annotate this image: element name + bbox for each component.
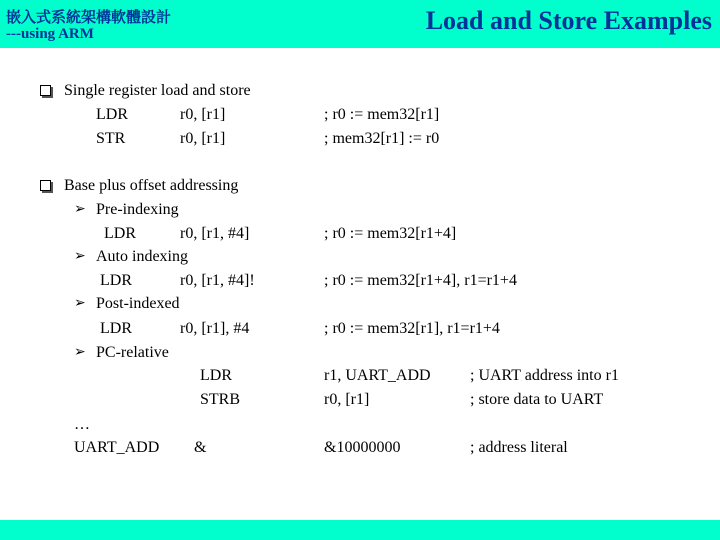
footer-bar [0,520,720,540]
code-args: r0, [r1] [324,391,370,408]
arrow-bullet-icon: ➢ [74,296,86,311]
square-bullet-icon [40,180,51,191]
code-op: LDR [100,320,132,337]
code-value: &10000000 [324,439,401,456]
section-heading: Single register load and store [64,82,251,99]
course-title: 嵌入式系統架構軟體設計 [6,8,172,26]
code-op: LDR [100,272,132,289]
code-comment: ; store data to UART [470,391,604,408]
sub-heading: Auto indexing [96,248,188,265]
code-comment: ; r0 := mem32[r1] [324,106,440,123]
code-args: r0, [r1, #4] [180,225,250,242]
code-op: LDR [96,106,128,123]
sub-heading: Pre-indexing [96,201,179,218]
code-args: r0, [r1, #4]! [180,272,255,289]
code-args: r0, [r1], #4 [180,320,250,337]
arrow-bullet-icon: ➢ [74,345,86,360]
code-op: STRB [200,391,241,408]
code-comment: ; mem32[r1] := r0 [324,130,440,147]
course-subtitle: ---using ARM [6,26,94,42]
code-op: STR [96,130,126,147]
code-comment: ; UART address into r1 [470,367,619,384]
code-comment: ; r0 := mem32[r1], r1=r1+4 [324,320,500,337]
section-heading: Base plus offset addressing [64,177,239,194]
code-args: r1, UART_ADD [324,367,431,384]
slide-title: Load and Store Examples [425,6,712,35]
code-args: r0, [r1] [180,106,226,123]
arrow-bullet-icon: ➢ [74,249,86,264]
code-label: UART_ADD [74,439,160,456]
code-op: & [194,439,207,456]
square-bullet-icon [40,85,51,96]
code-comment: ; r0 := mem32[r1+4] [324,225,457,242]
code-args: r0, [r1] [180,130,226,147]
code-comment: ; address literal [470,439,568,456]
sub-heading: PC-relative [96,344,169,361]
arrow-bullet-icon: ➢ [74,202,86,217]
code-comment: ; r0 := mem32[r1+4], r1=r1+4 [324,272,517,289]
code-op: LDR [200,367,232,384]
code-op: LDR [104,225,136,242]
ellipsis: … [74,416,90,433]
sub-heading: Post-indexed [96,295,180,312]
